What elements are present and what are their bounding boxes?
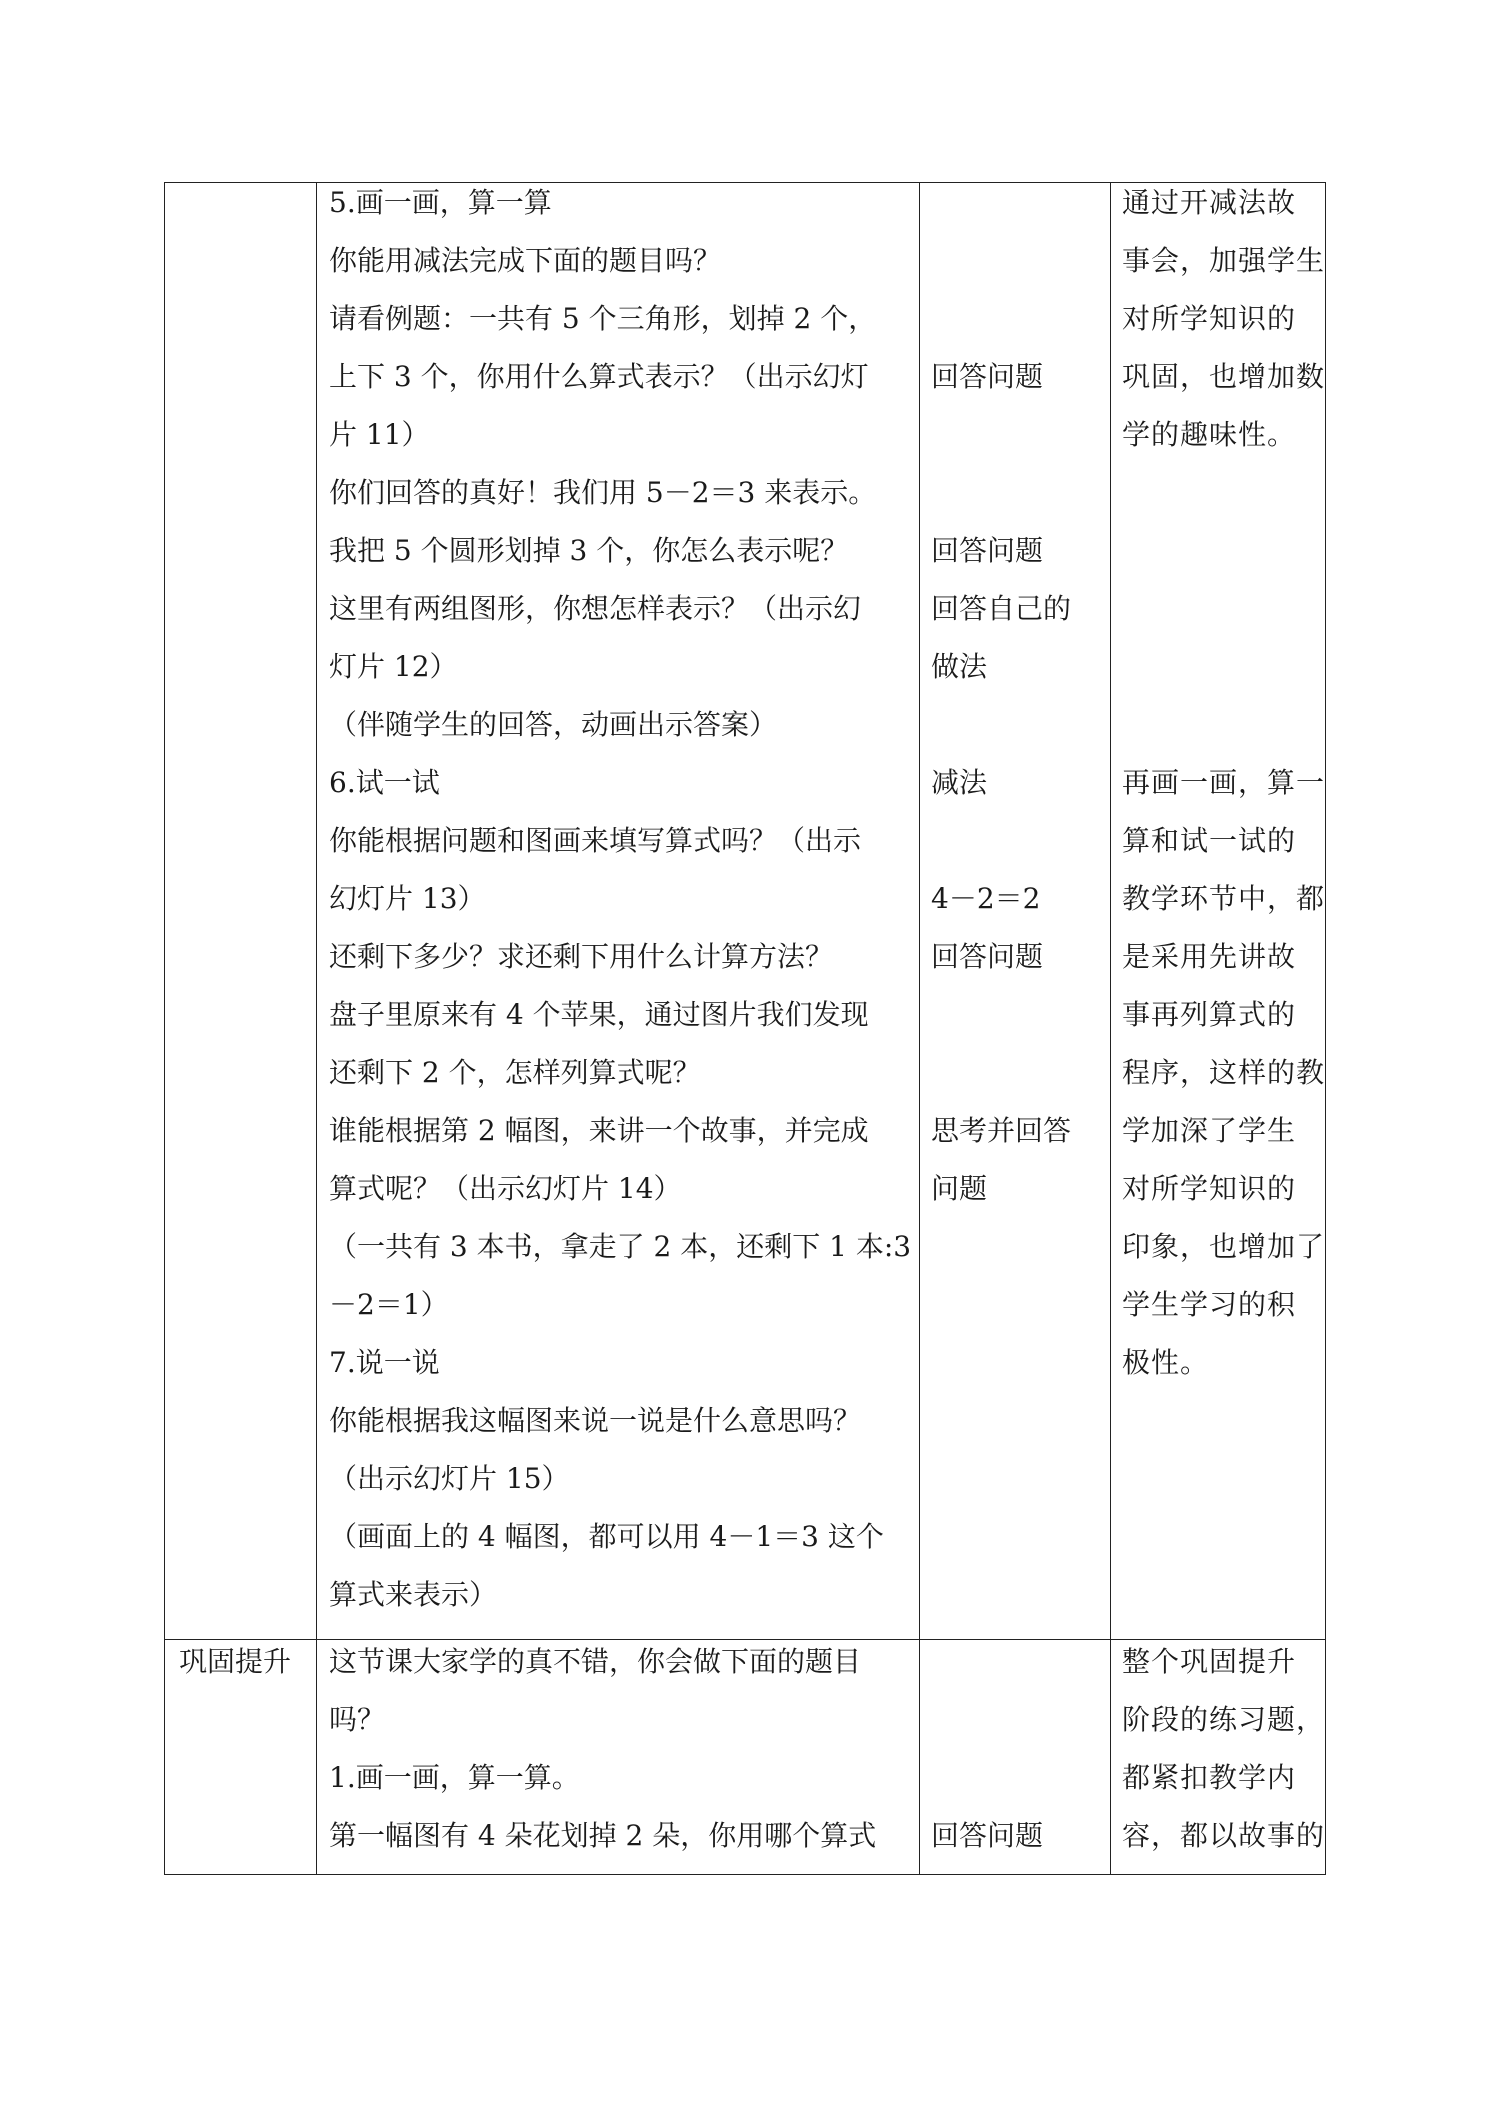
intent-line: 整个巩固提升 — [1122, 1645, 1297, 1678]
teacher-line: 第一幅图有 4 朵花划掉 2 朵，你用哪个算式 — [329, 1819, 877, 1852]
intent-line: 通过开减法故 — [1122, 186, 1297, 219]
teacher-line: 还剩下 2 个，怎样列算式呢？ — [329, 1056, 701, 1089]
intent-line: 事会，加强学生 — [1122, 244, 1326, 277]
teacher-line: 7.说一说 — [329, 1346, 440, 1379]
teacher-line: 还剩下多少？求还剩下用什么计算方法？ — [329, 940, 834, 973]
teacher-line: （一共有 3 本书，拿走了 2 本，还剩下 1 本:3 — [329, 1230, 912, 1263]
intent-line: 阶段的练习题， — [1122, 1703, 1326, 1736]
intent-line: 对所学知识的 — [1122, 1172, 1297, 1205]
student-line: 4－2＝2 — [931, 882, 1041, 915]
teacher-line: 你能用减法完成下面的题目吗？ — [329, 244, 722, 277]
intent-line: 算和试一试的 — [1122, 824, 1297, 857]
intent-line: 程序，这样的教 — [1122, 1056, 1326, 1089]
teacher-line: 片 11） — [329, 418, 430, 451]
teacher-line: （出示幻灯片 15） — [329, 1462, 570, 1495]
teacher-line: 吗？ — [329, 1703, 386, 1736]
intent-line: 对所学知识的 — [1122, 302, 1297, 335]
teacher-line: 5.画一画，算一算 — [329, 186, 552, 219]
design-intent-cell — [1111, 183, 1326, 1640]
teacher-line: 盘子里原来有 4 个苹果，通过图片我们发现 — [329, 998, 869, 1031]
stage-cell — [165, 1640, 317, 1875]
student-line: 做法 — [931, 650, 988, 683]
intent-line: 是采用先讲故 — [1122, 940, 1297, 973]
lesson-plan-table — [164, 182, 1326, 1875]
student-activity-cell — [920, 183, 1111, 1640]
stage-cell — [165, 183, 317, 1640]
intent-line: 教学环节中，都 — [1122, 882, 1326, 915]
teacher-line: 这里有两组图形，你想怎样表示？（出示幻 — [329, 592, 862, 625]
stage-label: 巩固提升 — [179, 1645, 292, 1678]
student-line: 回答自己的 — [931, 592, 1072, 625]
intent-line: 都紧扣教学内 — [1122, 1761, 1297, 1794]
intent-line: 巩固，也增加数 — [1122, 360, 1326, 393]
student-activity-cell — [920, 1640, 1111, 1875]
teacher-activity-cell — [317, 183, 920, 1640]
teacher-line: 你能根据问题和图画来填写算式吗？（出示 — [329, 824, 862, 857]
student-line: 回答问题 — [931, 1819, 1044, 1852]
student-line: 回答问题 — [931, 534, 1044, 567]
table-row — [165, 1640, 1326, 1875]
table-row — [165, 183, 1326, 1640]
teacher-line: 请看例题：一共有 5 个三角形，划掉 2 个， — [329, 302, 877, 335]
student-line: 回答问题 — [931, 940, 1044, 973]
teacher-line: 算式呢？（出示幻灯片 14） — [329, 1172, 682, 1205]
teacher-line: 你们回答的真好！我们用 5－2＝3 来表示。 — [329, 476, 877, 509]
teacher-line: 算式来表示） — [329, 1578, 498, 1611]
intent-line: 学的趣味性。 — [1122, 418, 1297, 451]
intent-line: 印象，也增加了 — [1122, 1230, 1326, 1263]
teacher-line: －2＝1） — [329, 1288, 449, 1321]
student-line: 问题 — [931, 1172, 988, 1205]
student-line: 减法 — [931, 766, 988, 799]
intent-line: 极性。 — [1122, 1346, 1210, 1379]
teacher-line: 你能根据我这幅图来说一说是什么意思吗？ — [329, 1404, 862, 1437]
intent-line: 学加深了学生 — [1122, 1114, 1297, 1147]
intent-line: 再画一画，算一 — [1122, 766, 1326, 799]
teacher-line: 幻灯片 13） — [329, 882, 486, 915]
teacher-line: 上下 3 个，你用什么算式表示？（出示幻灯 — [329, 360, 869, 393]
teacher-line: 谁能根据第 2 幅图，来讲一个故事，并完成 — [329, 1114, 869, 1147]
teacher-activity-cell — [317, 1640, 920, 1875]
teacher-line: 6.试一试 — [329, 766, 440, 799]
teacher-line: 灯片 12） — [329, 650, 458, 683]
teacher-line: 我把 5 个圆形划掉 3 个，你怎么表示呢？ — [329, 534, 849, 567]
teacher-line: （画面上的 4 幅图，都可以用 4－1＝3 这个 — [329, 1520, 884, 1553]
teacher-line: 这节课大家学的真不错，你会做下面的题目 — [329, 1645, 862, 1678]
intent-line: 学生学习的积 — [1122, 1288, 1297, 1321]
teacher-line: （伴随学生的回答，动画出示答案） — [329, 708, 778, 741]
student-line: 回答问题 — [931, 360, 1044, 393]
intent-line: 事再列算式的 — [1122, 998, 1297, 1031]
student-line: 思考并回答 — [931, 1114, 1072, 1147]
teacher-line: 1.画一画，算一算。 — [329, 1761, 580, 1794]
intent-line: 容，都以故事的 — [1122, 1819, 1326, 1852]
design-intent-cell — [1111, 1640, 1326, 1875]
